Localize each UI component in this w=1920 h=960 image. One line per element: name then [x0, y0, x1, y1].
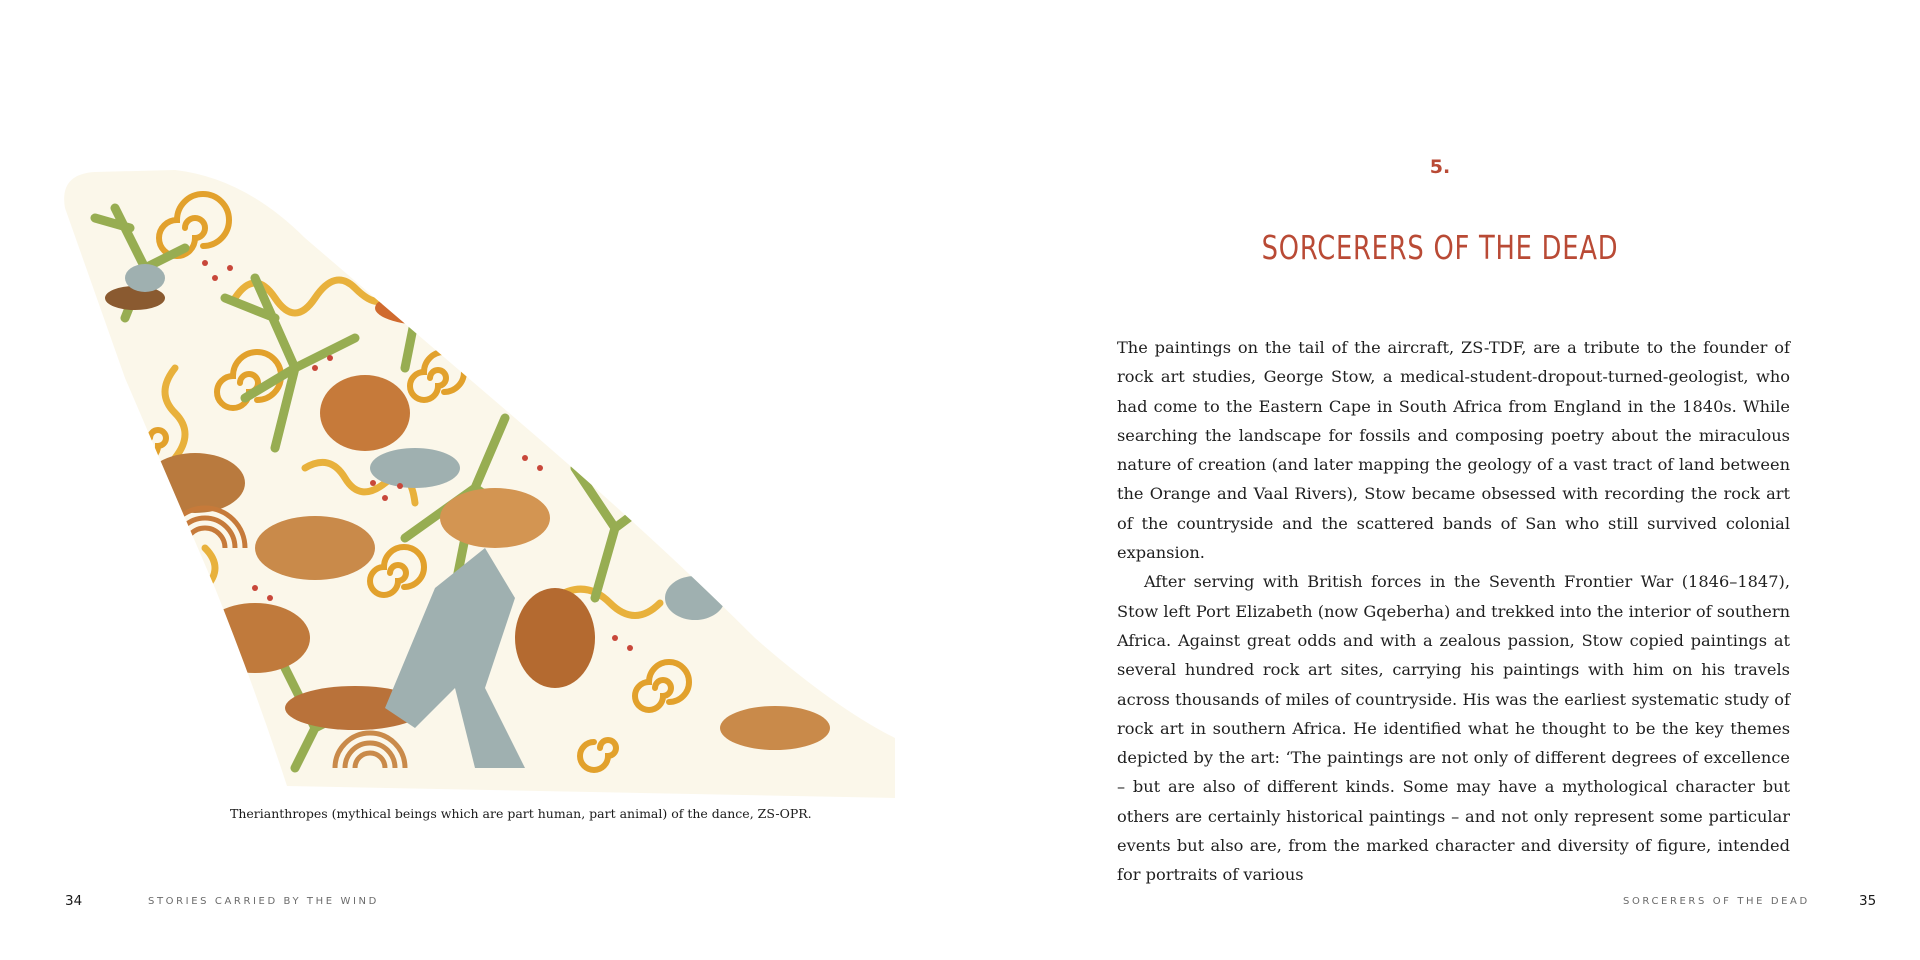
running-head-right: SORCERERS OF THE DEAD	[1623, 896, 1810, 907]
page-number-right: 35	[1859, 893, 1877, 909]
aircraft-tail-artwork	[55, 168, 910, 798]
page-number-left: 34	[65, 893, 83, 909]
chapter-title: SORCERERS OF THE DEAD	[1261, 228, 1619, 267]
figure-caption: Therianthropes (mythical beings which are part human, part animal) of the dance, ZS-OPR.	[230, 806, 812, 821]
paragraph: The paintings on the tail of the aircraft, ZS-TDF, are a tribute to the founder of rock art studies, George Stow, a medical-student-dropout-turned-geologist, who had come to the Eastern Cape in South Africa from England in the 1840s. While searching the landscape for fossils and composing poetry about the miraculous nature of creation (and later mapping the geology of a vast tract of land between the Orange and Vaal Rivers), Stow became obsessed with recording the rock art of the countryside and the scattered bands of San who still survived colonial expansion.	[1117, 338, 1790, 563]
chapter-number: 5.	[1429, 156, 1451, 178]
running-head-left: STORIES CARRIED BY THE WIND	[148, 896, 379, 907]
right-page	[960, 0, 1920, 960]
body-text	[1117, 333, 1790, 890]
paragraph: After serving with British forces in the Seventh Frontier War (1846–1847), Stow left Port Elizabeth (now Gqeberha) and trekked into the interior of southern Africa. Against great odds and with a zealous passion, Stow copied paintings at several hundred rock art sites, carrying his paintings with him on his travels across thousands of miles of countryside. His was the earliest systematic study of rock art in southern Africa. He identified what he thought to be the key themes depicted by the art: ‘The paintings are not only of different degrees of excellence – but are also of different kinds. Some may have a mythological character but others are certainly historical paintings – and not only represent some particular events but also are, from the marked character and diversity of figure, intended for portraits of various	[1117, 572, 1790, 885]
